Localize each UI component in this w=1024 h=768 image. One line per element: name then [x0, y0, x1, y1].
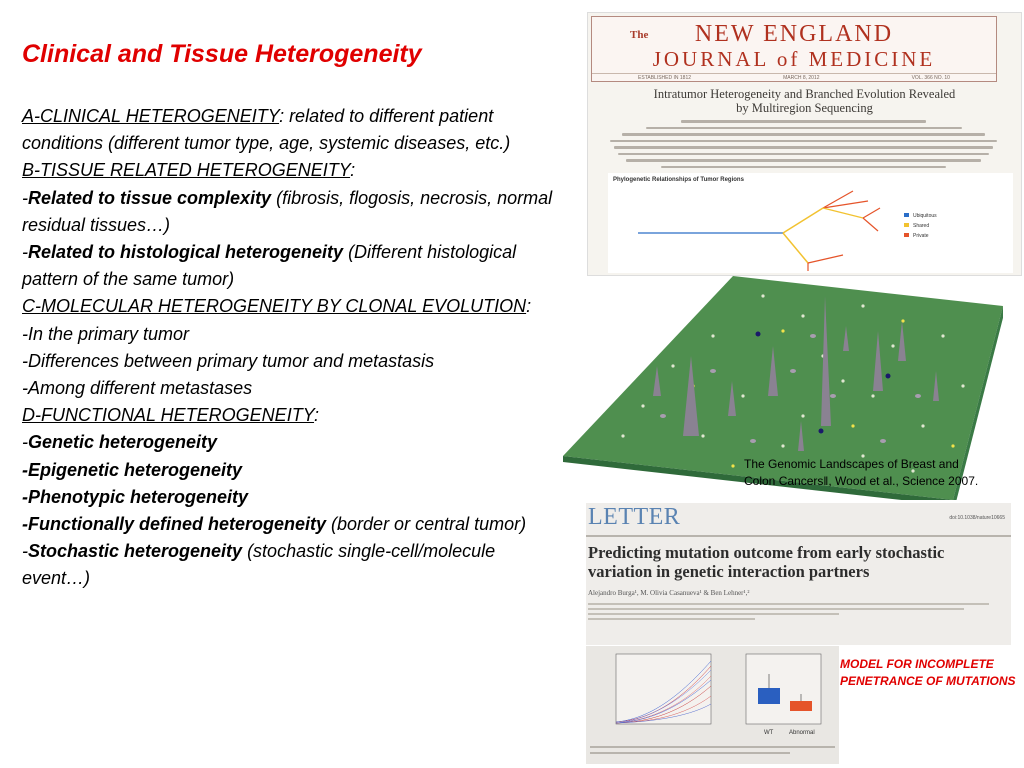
phylo-title: Phylogenetic Relationships of Tumor Regions [613, 177, 744, 183]
nejm-article-image [587, 12, 1022, 276]
landscape-caption: The Genomic Landscapes of Breast and Colon Cancers‖, Wood et al., Science 2007. [744, 457, 979, 488]
nejm-name-line2: JOURNAL of MEDICINE [652, 47, 936, 71]
phylogenetic-tree-figure [608, 173, 1013, 273]
section-d-item-4-bold: -Functionally defined heterogeneity [22, 514, 327, 535]
section-b-item-2 [22, 239, 562, 293]
section-b-item-2-bold: Related to histological heterogeneity [28, 242, 344, 263]
section-d-item-4 [22, 511, 562, 538]
nejm-article-title-line2: by Multiregion Sequencing [736, 101, 873, 115]
box-label-abnormal: Abnormal [789, 730, 815, 736]
section-c [22, 293, 562, 320]
section-d-heading: D-FUNCTIONAL HETEROGENEITY [22, 405, 315, 426]
letter-label: LETTER [588, 504, 681, 530]
nejm-article-title [588, 87, 1021, 115]
section-b [22, 157, 562, 184]
legend-shared: Shared [913, 223, 930, 229]
dash: - [22, 432, 28, 453]
slide-title: Clinical and Tissue Heterogeneity [22, 40, 422, 68]
nejm-the: The [630, 29, 649, 41]
model-label: MODEL FOR INCOMPLETE PENETRANCE OF MUTATIONS [840, 657, 1016, 688]
legend-private: Private [913, 233, 929, 239]
section-d-colon: : [314, 405, 320, 426]
section-d [22, 402, 562, 429]
section-d-item-5-bold: Stochastic heterogeneity [28, 541, 243, 562]
section-b-colon: : [350, 160, 356, 181]
section-d-item-5-text: (stochastic single-cell/molecule event…) [22, 541, 496, 589]
dash: - [22, 541, 28, 562]
section-c-colon: : [526, 296, 532, 317]
section-d-item-2: -Epigenetic heterogeneity [22, 459, 243, 480]
dash: - [22, 242, 28, 263]
section-d-item-1-bold: Genetic heterogeneity [28, 432, 218, 453]
section-a-text: : related to different patient conditions (different tumor type, age, systemic diseases, etc.) [22, 106, 511, 154]
nejm-issue-strip [592, 73, 996, 82]
section-b-item-1 [22, 185, 562, 239]
letter-authors: Alejandro Burga¹, M. Olivia Casanueva¹ & Ben Lehner¹,² [588, 589, 750, 597]
body-text [22, 103, 562, 593]
nejm-article-title-line1: Intratumor Heterogeneity and Branched Evolution Revealed [653, 87, 956, 101]
letter-rule [586, 535, 1011, 537]
dash: - [22, 187, 28, 208]
section-b-item-2-text: (Different histological pattern of the same tumor) [22, 242, 517, 290]
nejm-date: MARCH 8, 2012 [783, 75, 820, 81]
section-d-item-3: -Phenotypic heterogeneity [22, 486, 249, 507]
nejm-masthead [591, 16, 997, 82]
letter-title: Predicting mutation outcome from early stochastic variation in genetic interaction partners [588, 543, 945, 581]
section-d-item-4-text: (border or central tumor) [326, 514, 527, 535]
nejm-established: ESTABLISHED IN 1812 [638, 75, 692, 81]
section-a-heading: A-CLINICAL HETEROGENEITY [22, 106, 280, 126]
letter-doi: doi:10.1038/nature10665 [949, 515, 1005, 521]
legend-ubiquitous: Ubiquitous [913, 213, 937, 219]
phylogenetic-tree-graphic [608, 173, 1013, 273]
section-d-item-5 [22, 538, 562, 592]
nejm-volume: VOL. 366 NO. 10 [911, 75, 950, 81]
nejm-name-line1: NEW ENGLAND [694, 21, 894, 47]
stochastic-variation-figure [586, 646, 839, 764]
letter-text-lines [588, 603, 1006, 623]
nejm-author-lines [606, 120, 1001, 172]
letter-article-image [586, 503, 1011, 645]
section-c-item-1: -In the primary tumor [22, 323, 190, 344]
section-b-item-1-bold: Related to tissue complexity [28, 187, 272, 208]
section-a [22, 103, 562, 157]
box-label-wt: WT [764, 730, 774, 736]
section-b-item-1-text: (fibrosis, flogosis, necrosis, normal residual tissues…) [22, 187, 553, 235]
section-c-item-3: -Among different metastases [22, 378, 253, 399]
section-b-heading: B-TISSUE RELATED HETEROGENEITY [22, 160, 351, 181]
section-c-heading: C-MOLECULAR HETEROGENEITY BY CLONAL EVOLUTION [22, 296, 527, 317]
section-d-item-1 [22, 429, 562, 456]
section-c-item-2: -Differences between primary tumor and metastasis [22, 350, 435, 371]
